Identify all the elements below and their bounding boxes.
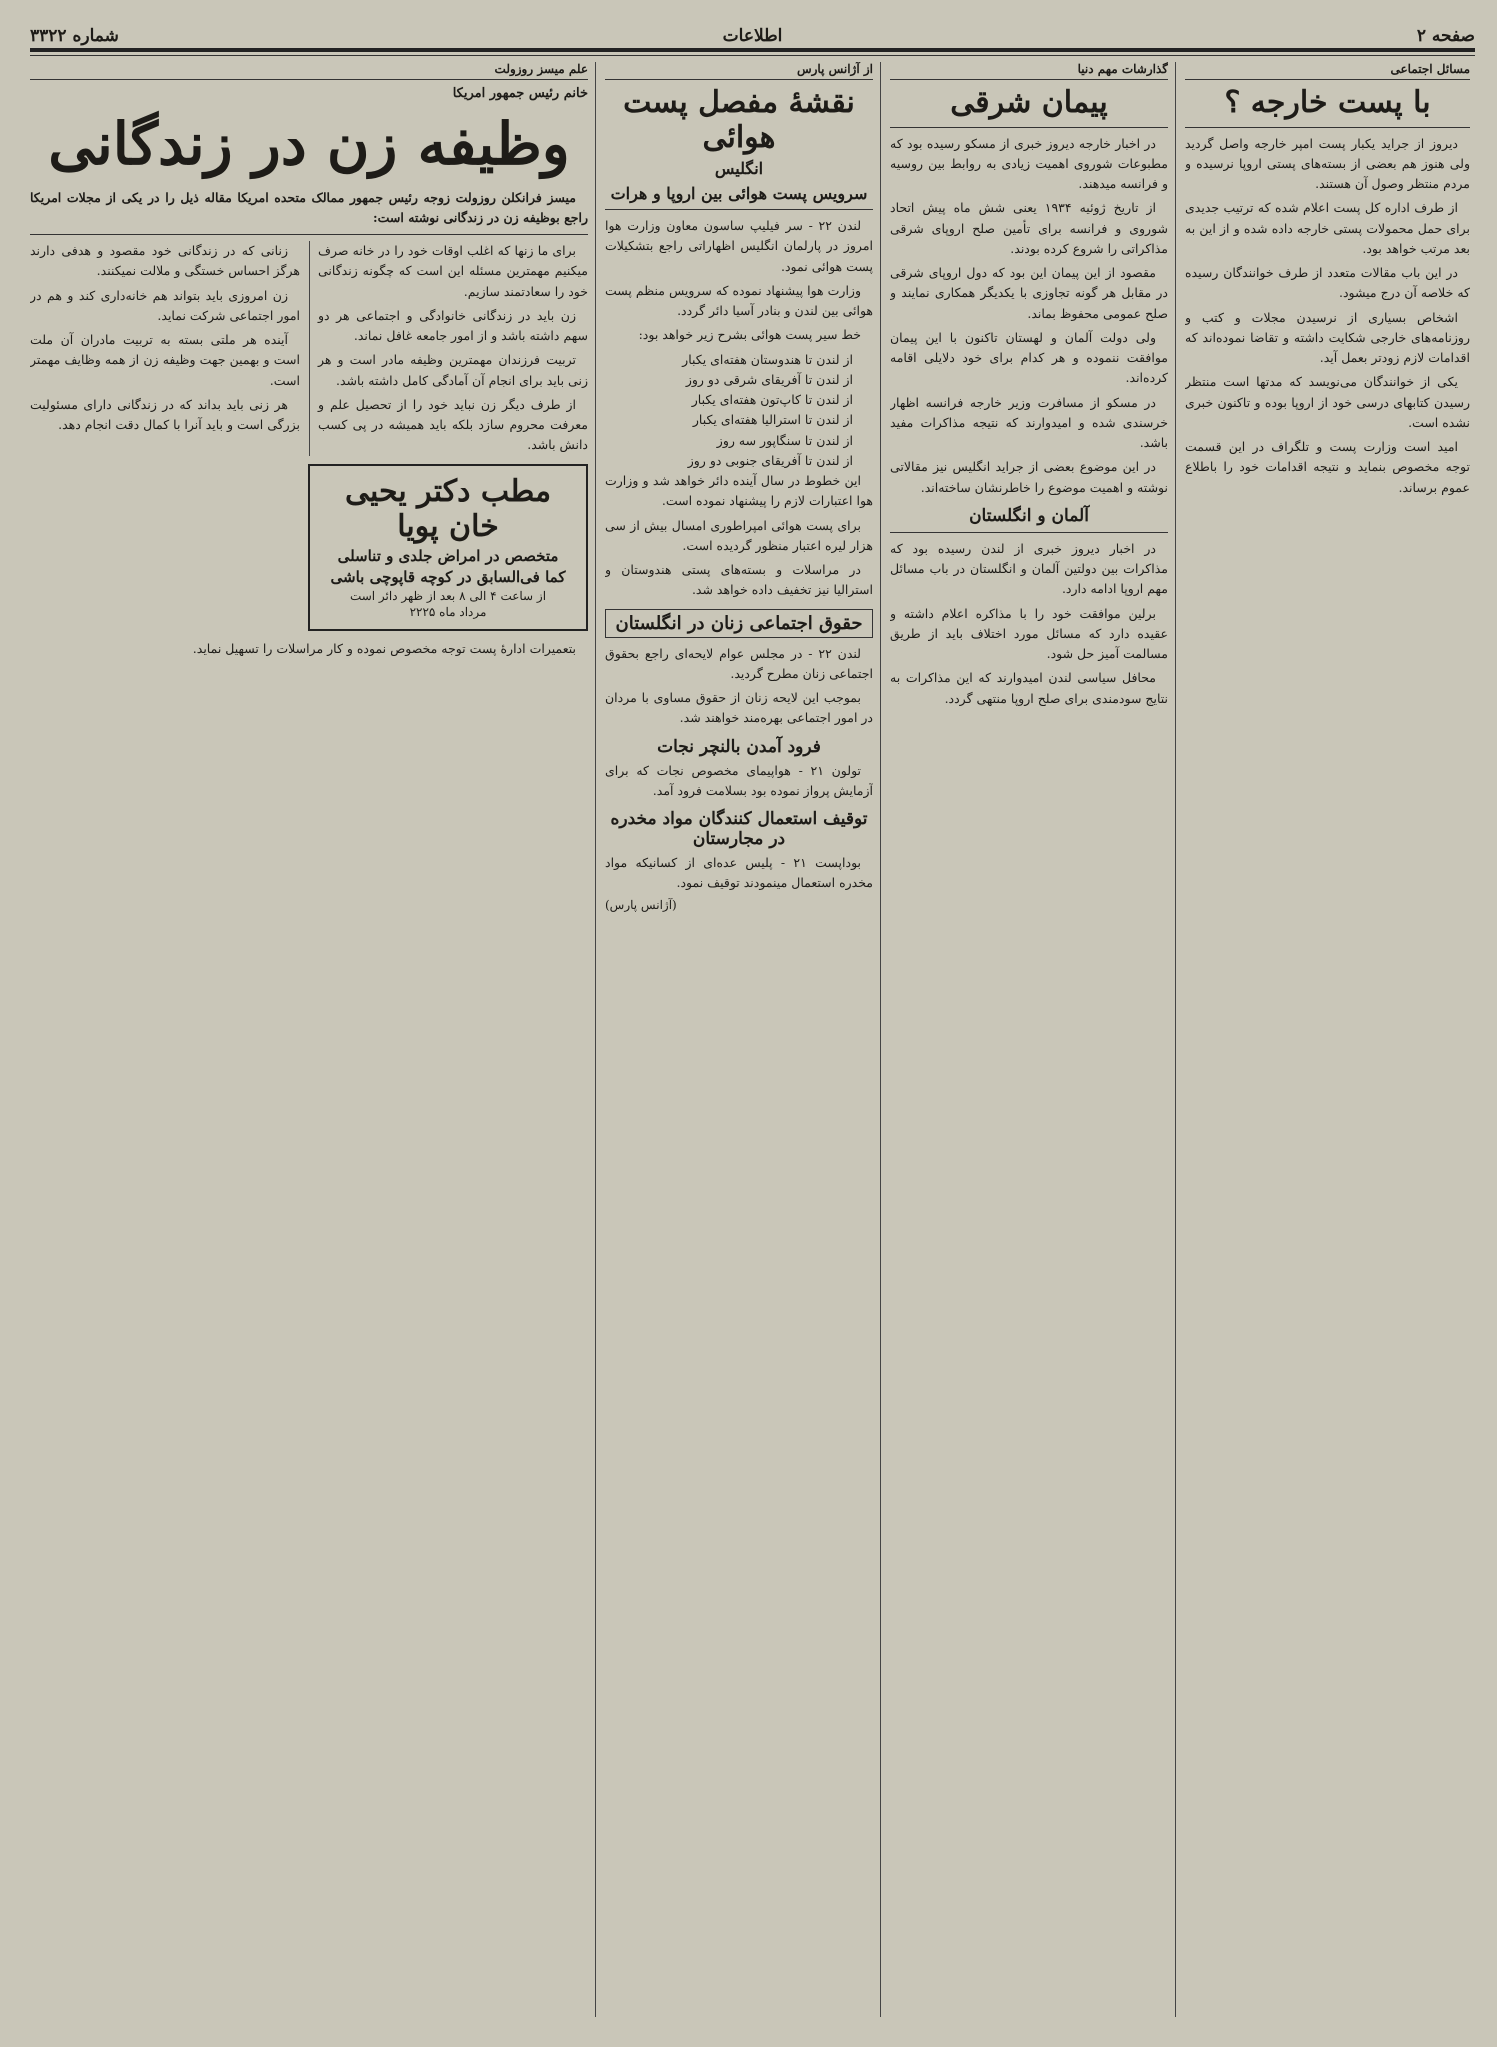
subheadline-england: انگلیس [714, 159, 764, 178]
footer-note: بتعمیرات ادارهٔ پست توجه مخصوص نموده و کار مراسلات را تسهیل نماید. [192, 640, 576, 656]
list-item: از لندن تا سنگاپور سه روز [716, 432, 853, 448]
section-label: علم ميسز روزولت [30, 62, 588, 80]
column-foreign-mail [1185, 62, 1470, 2017]
headline-foreign-mail: با پست خارجه ؟ [1224, 85, 1431, 120]
article-germany-england: در اخبار دیروز خبری از لندن رسیده بود که مذاکرات بین دولتین آلمان و انگلستان در باب مسائل مهم اروپا ادامه دارد. برلین موافقت خود را با مذاکره اعلام داشته و عقیده دارد که مسائل مورد اختلاف باید از طریق مسالمت آمیز حل شود. محافل سیاسی لندن امیدوارند که این مذاکرات به نتایج سودمندی برای صلح اروپا منتهی گردد. [890, 540, 1168, 706]
list-item: از لندن تا آفریقای جنوبی دو روز [687, 452, 853, 468]
list-item: از لندن تا کاپ‌تون هفته‌ای یکبار [691, 392, 853, 407]
article-air-mail: لندن ۲۲ - سر فیلیپ ساسون معاون وزارت هوا امروز در پارلمان انگلیس اظهاراتی راجع بتشکیلات پست هوائی نمود. وزارت هوا پیشنهاد نموده که سرویس منظم پست هوائی بین لندن و بنادر آسیا دائر گردد. خط سیر پست هوائی بشرح زیر خواهد بود: [605, 218, 873, 343]
subheadline-route: سرویس پست هوائی بین اروپا و هرات [610, 184, 868, 203]
section-label: مسائل اجتماعی [1185, 62, 1470, 80]
headline-women-rights: حقوق اجتماعی زنان در انگلستان [605, 609, 873, 638]
column-divider [880, 62, 881, 2017]
list-item: از لندن تا آفریقای شرقی دو روز [685, 371, 853, 387]
subsection-label: خانم رئیس جمهور امریکا [452, 86, 588, 101]
headline-germany-england: آلمان و انگلستان [969, 505, 1089, 526]
ad-title: مطب دکتر یحیی خان پویا [344, 473, 552, 544]
column-divider [1175, 62, 1176, 2017]
section-label: از آژانس پارس [605, 62, 873, 80]
list-item: از لندن تا استرالیا هفته‌ای یکبار [692, 412, 853, 428]
doctor-advertisement: مطب دکتر یحیی خان پویا متخصص در امراض جلدی و تناسلی کما فی‌السابق در کوچه قاپوچی باشی از ساعت ۴ الی ۸ بعد از ظهر دائر است مرداد ماه ۲۲۲۵ [308, 464, 588, 631]
route-list [605, 350, 873, 472]
list-item: از لندن تا هندوستان هفته‌ای یکبار [682, 351, 853, 367]
headline-rescue-plane: فرود آمدن بالنچر نجات [657, 736, 821, 757]
headline-air-mail: نقشهٔ مفصل پست هوائی [623, 85, 855, 155]
headline-women-role: وظیفه زن در زندگانی [48, 110, 570, 178]
headline-narcotics: توقیف استعمال کنندگان مواد مخدره در مجارستان [610, 809, 868, 849]
news-source: (آژانس پارس) [605, 897, 677, 912]
page-number: صفحه ۲ [1416, 26, 1475, 46]
column-women-role [30, 62, 588, 2017]
masthead-rule [30, 48, 1475, 52]
section-label: گذارشات مهم دنیا [890, 62, 1168, 80]
article-women-role: برای ما زنها که اغلب اوقات خود را در خانه صرف میکنیم مهمترین مسئله این است که چگونه زندگانی خود را سعادتمند سازیم. زن باید در زندگانی خانوادگی و اجتماعی هر دو سهم داشته باشد و از امور جامعه غافل نماند. تربیت فرزندان مهمترین وظیفه مادر است و هر زنی باید برای انجام آن آمادگی کامل داشته باشد. از طرف دیگر زن نباید خود را از تحصیل علم و معرفت محروم سازد بلکه باید همیشه در پی کسب دانش باشد. زنانی که در زندگانی خود مقصود و هدفی دارند هرگز احساس خستگی و ملالت نمیکنند. زن امروزی باید بتواند هم خانه‌داری کند و هم در امور اجتماعی شرکت نماید. آینده هر ملتی بسته به تربیت مادران آن ملت است و بهمین جهت وظیفه زن از همه وظایف مهمتر است. هر زنی باید بداند که در زندگانی دارای مسئولیت بزرگی است و باید آنرا با کمال دقت انجام دهد. [30, 243, 588, 453]
article-intro: میسز فرانکلن روزولت زوجه رئیس جمهور ممالک متحده امریکا مقاله ذیل را در یکی از مجلات امریکا راجع بوظیفه زن در زندگانی نوشته است: [30, 189, 588, 225]
masthead-rule-thin [30, 55, 1475, 56]
issue-number: شماره ۳۳۲۲ [30, 26, 119, 46]
article-eastern-pact: در اخبار خارجه دیروز خبری از مسکو رسیده بود که مطبوعات شوروی اهمیت زیادی به روابط بین روسیه و فرانسه میدهند. از تاریخ ژوئیه ۱۹۳۴ یعنی شش ماه پیش اتحاد شوروی و فرانسه برای تأمین صلح اروپای شرقی مذاکراتی را شروع کرده بودند. مقصود از این پیمان این بود که دول اروپای شرقی در مقابل هر گونه تجاوزی با یکدیگر همکاری نمایند و صلح عمومی محفوظ بماند. ولی دولت آلمان و لهستان تاکنون با این پیمان موافقت ننموده و هر کدام برای خود دلایلی اقامه کرده‌اند. در مسکو از مسافرت وزیر خارجه فرانسه اظهار خرسندی شده و امیدوارند که نتیجه مذاکرات مفید باشد. در این موضوع بعضی از جراید انگلیس نیز مقالاتی نوشته و اهمیت موضوع را خاطرنشان ساخته‌اند. [890, 135, 1168, 495]
article-foreign-mail: دیروز از جراید یکبار پست امپر خارجه واصل گردید ولی هنوز هم بعضی از بسته‌های پستی اروپا نرسیده و مردم منتظر وصول آن هستند. از طرف اداره کل پست اعلام شده که ترتیب جدیدی برای حمل محمولات پستی خارجه داده شده و از این به بعد مرتب خواهد بود. در این باب مقالات متعدد از طرف خوانندگان رسیده که خلاصه آن درج میشود. اشخاص بسیاری از نرسیدن مجلات و کتب و روزنامه‌های خارجی شکایت داشته و تقاضا نموده‌اند که اقدامات لازم زودتر بعمل آید. یکی از خوانندگان می‌نویسد که مدتها است منتظر رسیدن کتابهای درسی خود از اروپا بوده و تاکنون خبری نشده است. امید است وزارت پست و تلگراف در این قسمت توجه مخصوص بنماید و نتیجه اقدامات خود را باطلاع عموم برساند. [1185, 135, 1470, 495]
column-divider [595, 62, 596, 2017]
newspaper-name: اطلاعات [722, 26, 783, 46]
headline-eastern-pact: پیمان شرقی [950, 85, 1108, 120]
column-eastern-pact [890, 62, 1168, 2017]
column-air-mail: از آژانس پارس نقشهٔ مفصل پست هوائی انگلیس سرویس پست هوائی بین اروپا و هرات لندن ۲۲ - سر فیلیپ ساسون معاون وزارت هوا امروز در پارلمان انگلیس اظهاراتی راجع بتشکیلات پست هوائی نمود. وزارت هوا پیشنهاد نموده که سرویس منظم پست هوائی بین لندن و بنادر آسیا دائر گردد. خط سیر پست هوائی بشرح زیر خواهد بود: از لندن تا هندوستان هفته‌ای یکبار از لندن تا آفریقای شرقی دو روز از لندن تا کاپ‌تون هفته‌ای یکبار از لندن تا استرالیا هفته‌ای یکبار از لندن تا سنگاپور سه روز از لندن تا آفریقای جنوبی دو روز این خطوط در سال آینده دائر خواهد شد و وزارت هوا اعتبارات لازم را پیشنهاد نموده است. برای پست هوائی امپراطوری امسال بیش از سی هزار لیره اعتبار منظور گردیده است. در مراسلات و بسته‌های پستی هندوستان و استرالیا نیز تخفیف داده خواهد شد. حقوق اجتماعی زنان در انگلستان لندن ۲۲ - در مجلس عوام لایحه‌ای راجع بحقوق اجتماعی زنان مطرح گردید. بموجب این لایحه زنان از حقوق مساوی با مردان در امور اجتماعی بهره‌مند خواهند شد. فرود آمدن بالنچر نجات تولون ۲۱ - هواپیمای مخصوص نجات که برای آزمایش پرواز نموده بود بسلامت فرود آمد. توقیف استعمال کنندگان مواد مخدره در مجارستان بوداپست ۲۱ - پلیس عده‌ای از کسانیکه مواد مخدره استعمال مینمودند توقیف نمود. (آژانس پارس) [605, 62, 873, 912]
